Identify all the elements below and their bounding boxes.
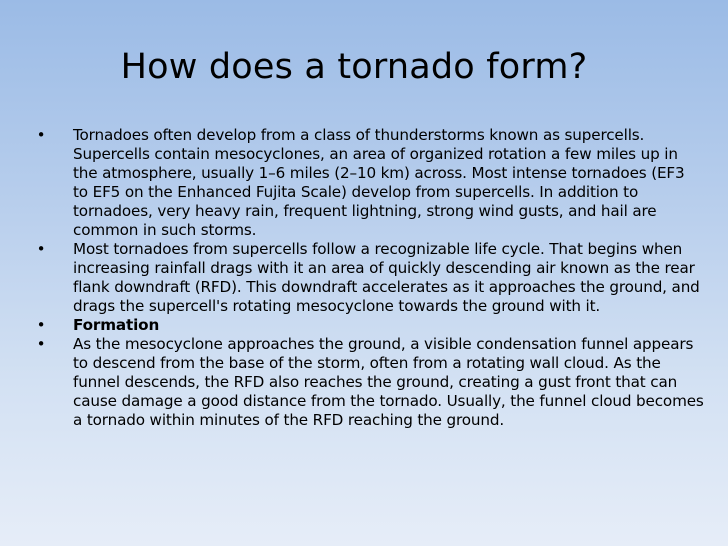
bullet-list [36,126,704,430]
bullet-text: As the mesocyclone approaches the ground, a visible condensation funnel appears to descend from the base of the storm, often from a rotating wall cloud. As the funnel descends, the RFD also reaches the ground, creating a gust front that can cause damage a good distance from the tornado. Usually, the funnel cloud becomes a tornado within minutes of the RFD reaching the ground. [73,335,704,429]
slide-title: How does a tornado form? [120,47,588,87]
bullet-item-3 [36,316,704,335]
bullet-heading-formation: Formation [73,316,160,334]
bullet-text: Tornadoes often develop from a class of thunderstorms known as supercells. Supercells contain mesocyclones, an area of organized rotation a few miles up in the atmosphere, usually 1–6 miles (2–10 km) across. Most intense tornadoes (EF3 to EF5 on the Enhanced Fujita Scale) develop from supercells. In addition to tornadoes, very heavy rain, frequent lightning, strong wind gusts, and hail are common in such storms. [73,126,685,239]
bullet-marker: • [36,316,46,334]
bullet-item-1 [36,126,704,240]
bullet-item-4 [36,335,704,430]
bullet-text: Most tornadoes from supercells follow a recognizable life cycle. That begins when increasing rainfall drags with it an area of quickly descending air known as the rear flank downdraft (RFD). This downdraft accelerates as it approaches the ground, and drags the supercell's rotating mesocyclone towards the ground with it. [73,240,700,315]
bullet-marker: • [36,240,46,258]
bullet-marker: • [36,335,46,353]
bullet-marker: • [36,126,46,144]
bullet-item-2 [36,240,704,316]
